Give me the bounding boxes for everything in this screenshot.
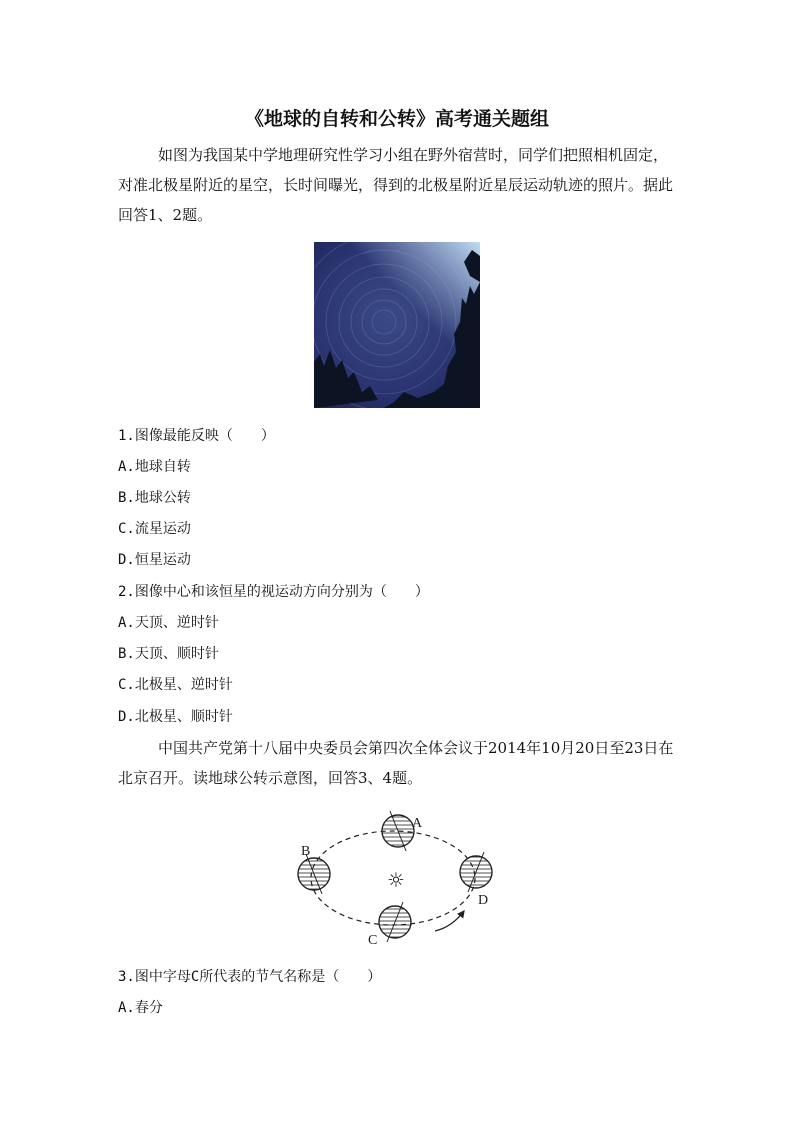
sun-icon bbox=[387, 868, 405, 892]
question-2-option-b[interactable] bbox=[118, 643, 219, 664]
question-3-option-a[interactable] bbox=[118, 997, 163, 1018]
question-3-stem-text: 3.图中字母C所代表的节气名称是（ ） bbox=[118, 969, 382, 985]
star-trail-photo-svg bbox=[314, 242, 480, 408]
earth-position-b bbox=[298, 854, 330, 894]
question-2-option-d[interactable] bbox=[118, 706, 233, 727]
intro-paragraph-2: 中国共产党第十八届中央委员会第四次全体会议于2014年10月20日至23日在北京召开。读地球公转示意图，回答3、4题。 bbox=[118, 739, 674, 787]
question-1-option-c[interactable] bbox=[118, 518, 191, 539]
earth-position-c bbox=[379, 902, 411, 942]
revolution-arrow-icon bbox=[435, 911, 464, 931]
orbit-diagram bbox=[292, 803, 498, 948]
star-trail-photo bbox=[314, 242, 480, 408]
question-1-option-a[interactable] bbox=[118, 456, 191, 477]
question-2-stem bbox=[118, 581, 429, 602]
svg-text:☼: ☼ bbox=[387, 868, 405, 892]
option-text: A.地球自转 bbox=[118, 459, 191, 475]
earth-position-a bbox=[382, 811, 414, 851]
label-d: D bbox=[478, 893, 489, 908]
option-text: C.流星运动 bbox=[118, 521, 191, 537]
option-text: D.恒星运动 bbox=[118, 552, 191, 568]
label-b: B bbox=[301, 844, 311, 859]
page-title: 《地球的自转和公转》高考通关题组 bbox=[244, 108, 549, 130]
question-2-option-c[interactable] bbox=[118, 674, 233, 695]
question-1-option-b[interactable] bbox=[118, 487, 191, 508]
option-text: B.天顶、顺时针 bbox=[118, 646, 219, 662]
label-c: C bbox=[368, 933, 378, 948]
question-2-stem-text: 2.图像中心和该恒星的视运动方向分别为（ ） bbox=[118, 584, 429, 600]
option-text: A.天顶、逆时针 bbox=[118, 615, 219, 631]
question-3-stem bbox=[118, 966, 381, 987]
earth-position-d bbox=[460, 852, 492, 892]
option-text: A.春分 bbox=[118, 1000, 163, 1016]
question-1-option-d[interactable] bbox=[118, 549, 191, 570]
option-text: C.北极星、逆时针 bbox=[118, 677, 233, 693]
option-text: D.北极星、顺时针 bbox=[118, 709, 233, 725]
option-text: B.地球公转 bbox=[118, 490, 191, 506]
orbit-diagram-svg bbox=[292, 803, 498, 948]
question-2-option-a[interactable] bbox=[118, 612, 219, 633]
question-1-stem-text: 1.图像最能反映（ ） bbox=[118, 428, 275, 444]
intro-paragraph-1: 如图为我国某中学地理研究性学习小组在野外宿营时，同学们把照相机固定，对准北极星附近的星空，长时间曝光，得到的北极星附近星辰运动轨迹的照片。据此回答1、2题。 bbox=[118, 146, 674, 224]
question-1-stem bbox=[118, 425, 275, 446]
label-a: A bbox=[412, 816, 423, 831]
